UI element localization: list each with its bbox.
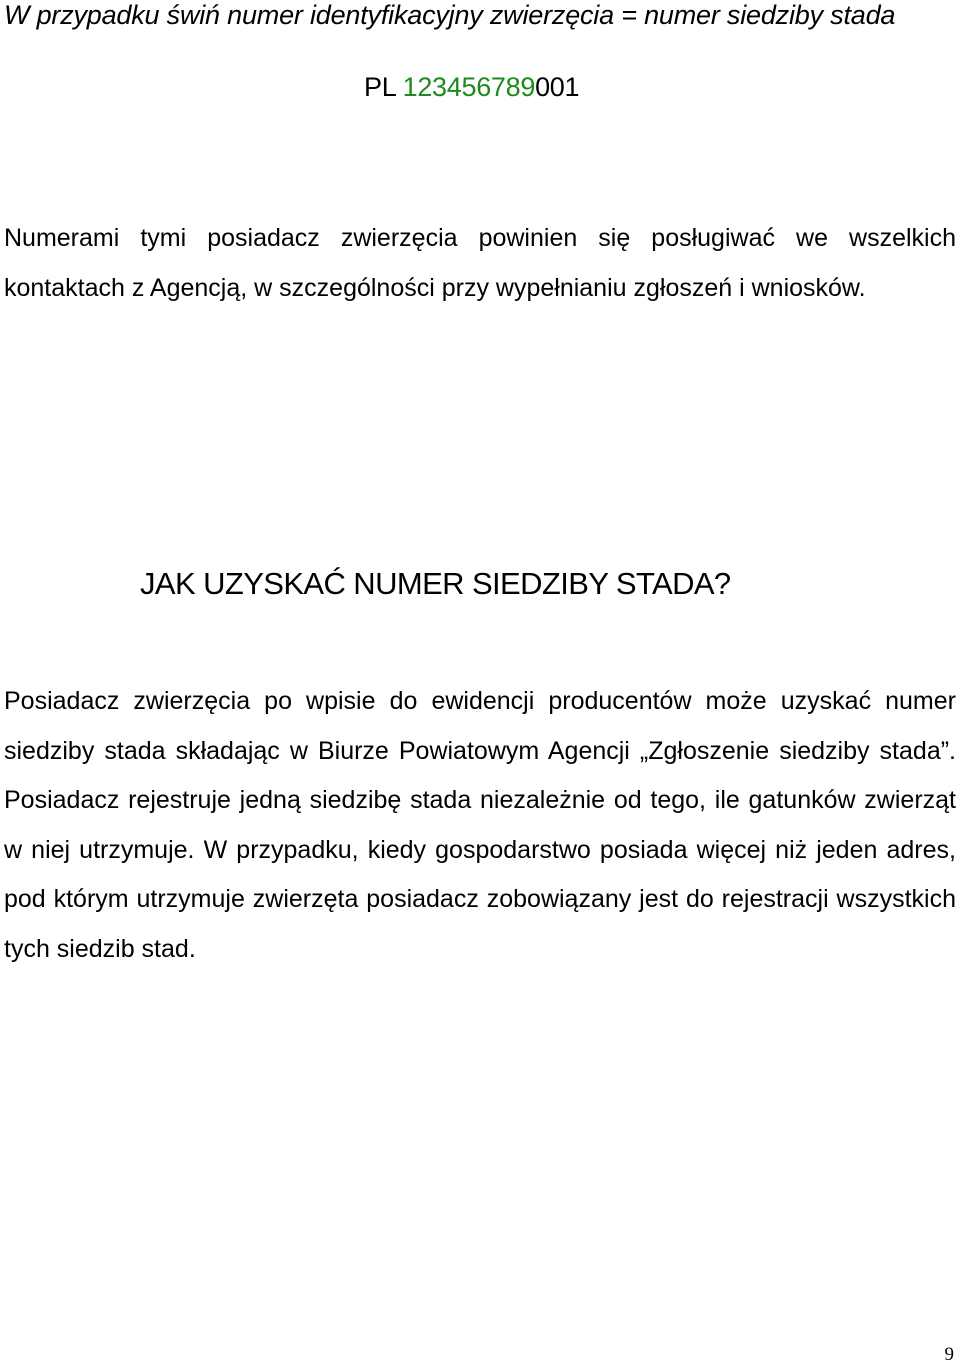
country-prefix: PL [364, 72, 403, 102]
page-number: 9 [944, 1344, 954, 1365]
herd-number-part: 123456789 [402, 72, 536, 102]
number-suffix: 001 [535, 72, 580, 102]
usage-paragraph: Numerami tymi posiadacz zwierzęcia powinien się posługiwać we wszelkich kontaktach z Agencją, w szczególności przy wypełnianiu zgłoszeń i wniosków. [4, 224, 956, 302]
section-heading: JAK UZYSKAĆ NUMER SIEDZIBY STADA? [140, 566, 731, 601]
example-id-number [364, 72, 579, 103]
pig-id-note: W przypadku świń numer identyfikacyjny zwierzęcia = numer siedziby stada [4, 0, 896, 30]
registration-paragraph: Posiadacz zwierzęcia po wpisie do ewidencji producentów może uzyskać numer siedziby stada składając w Biurze Powiatowym Agencji „Zgłoszenie siedziby stada”. Posiadacz rejestruje jedną siedzibę stada niezależnie od tego, ile gatunków zwierząt w niej utrzymuje. W przypadku, kiedy gospodarstwo posiada więcej niż jeden adres, pod którym utrzymuje zwierzęta posiadacz zobowiązany jest do rejestracji wszystkich tych siedzib stad. [4, 687, 956, 963]
